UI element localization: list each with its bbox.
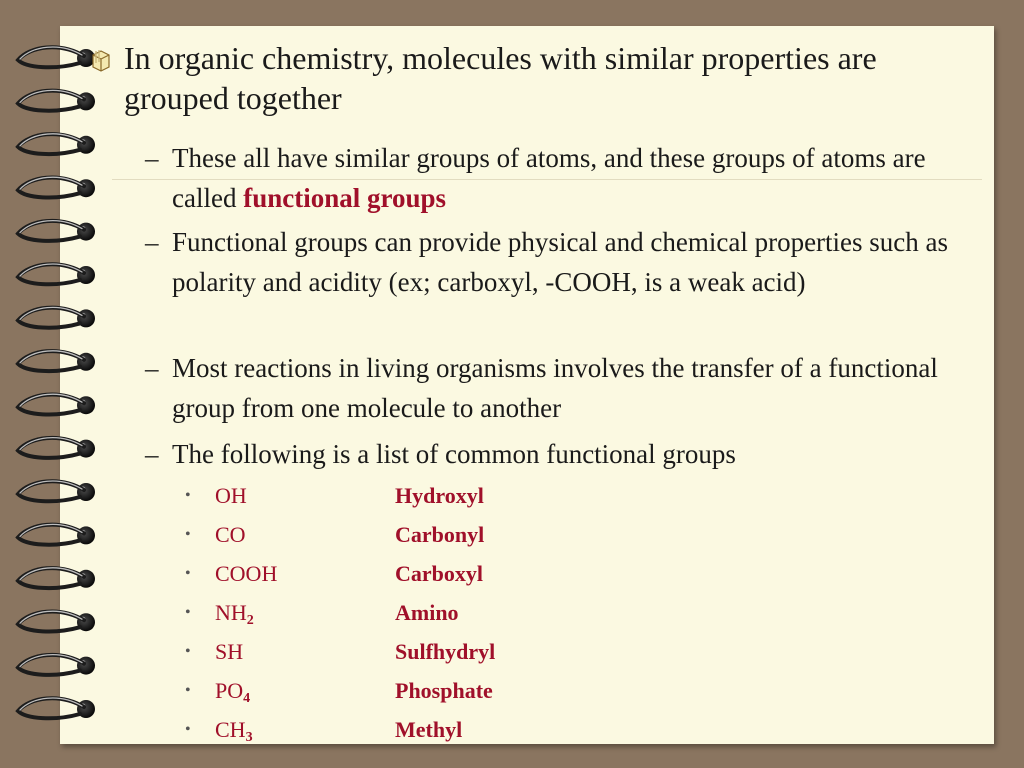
group-abbreviation: [215, 477, 247, 515]
dash-marker: –: [145, 227, 159, 257]
group-formula: SH: [215, 639, 244, 664]
group-row: [0, 477, 1024, 515]
bullet-dot-icon: •: [185, 526, 191, 543]
group-row: [0, 711, 1024, 749]
bullet-dot-icon: •: [185, 643, 191, 660]
highlight-term: functional groups: [243, 183, 447, 213]
group-name: Methyl: [395, 717, 463, 742]
group-row: [0, 672, 1024, 710]
group-subscript: 3: [245, 730, 253, 745]
dash-marker: –: [145, 143, 159, 173]
sub-bullet-text: These all have similar groups of atoms, and these groups of atoms are called: [172, 143, 926, 213]
bullet-dot-icon: •: [185, 682, 191, 699]
group-formula: PO: [215, 678, 244, 703]
sub-bullet-1: [172, 138, 987, 218]
group-row: [0, 633, 1024, 671]
group-abbreviation: [215, 633, 243, 671]
group-formula: CH: [215, 717, 246, 742]
dash-marker: –: [145, 353, 159, 383]
group-subscript: 2: [246, 613, 254, 628]
bullet-dot-icon: •: [185, 721, 191, 738]
group-abbreviation: [215, 555, 277, 593]
group-name: Carbonyl: [395, 522, 485, 547]
group-name: Amino: [395, 600, 459, 625]
box-icon: [90, 47, 112, 73]
group-name: Carboxyl: [395, 561, 483, 586]
group-row: [0, 516, 1024, 554]
group-name: Phosphate: [395, 678, 493, 703]
bullet-dot-icon: •: [185, 604, 191, 621]
group-row: [0, 555, 1024, 593]
group-subscript: 4: [243, 691, 251, 706]
group-formula: COOH: [215, 561, 278, 586]
group-abbreviation: [215, 594, 254, 632]
group-abbreviation: [215, 672, 250, 710]
group-row: [0, 594, 1024, 632]
dash-marker: –: [145, 439, 159, 469]
sub-bullet-4: The following is a list of common functional groups: [172, 439, 736, 469]
group-formula: CO: [215, 522, 246, 547]
bullet-dot-icon: •: [185, 565, 191, 582]
group-formula: OH: [215, 483, 247, 508]
group-abbreviation: [215, 711, 253, 749]
bullet-dot-icon: •: [185, 487, 191, 504]
main-bullet: In organic chemistry, molecules with similar properties are grouped together: [124, 40, 877, 116]
group-name: Hydroxyl: [395, 483, 484, 508]
group-name: Sulfhydryl: [395, 639, 496, 664]
group-abbreviation: [215, 516, 246, 554]
group-formula: NH: [215, 600, 247, 625]
sub-bullet-2: Functional groups can provide physical and chemical properties such as polarity and acidity (ex; carboxyl, -COOH, is a weak acid): [172, 227, 949, 297]
sub-bullet-3: Most reactions in living organisms involves the transfer of a functional group from one molecule to another: [172, 353, 938, 423]
